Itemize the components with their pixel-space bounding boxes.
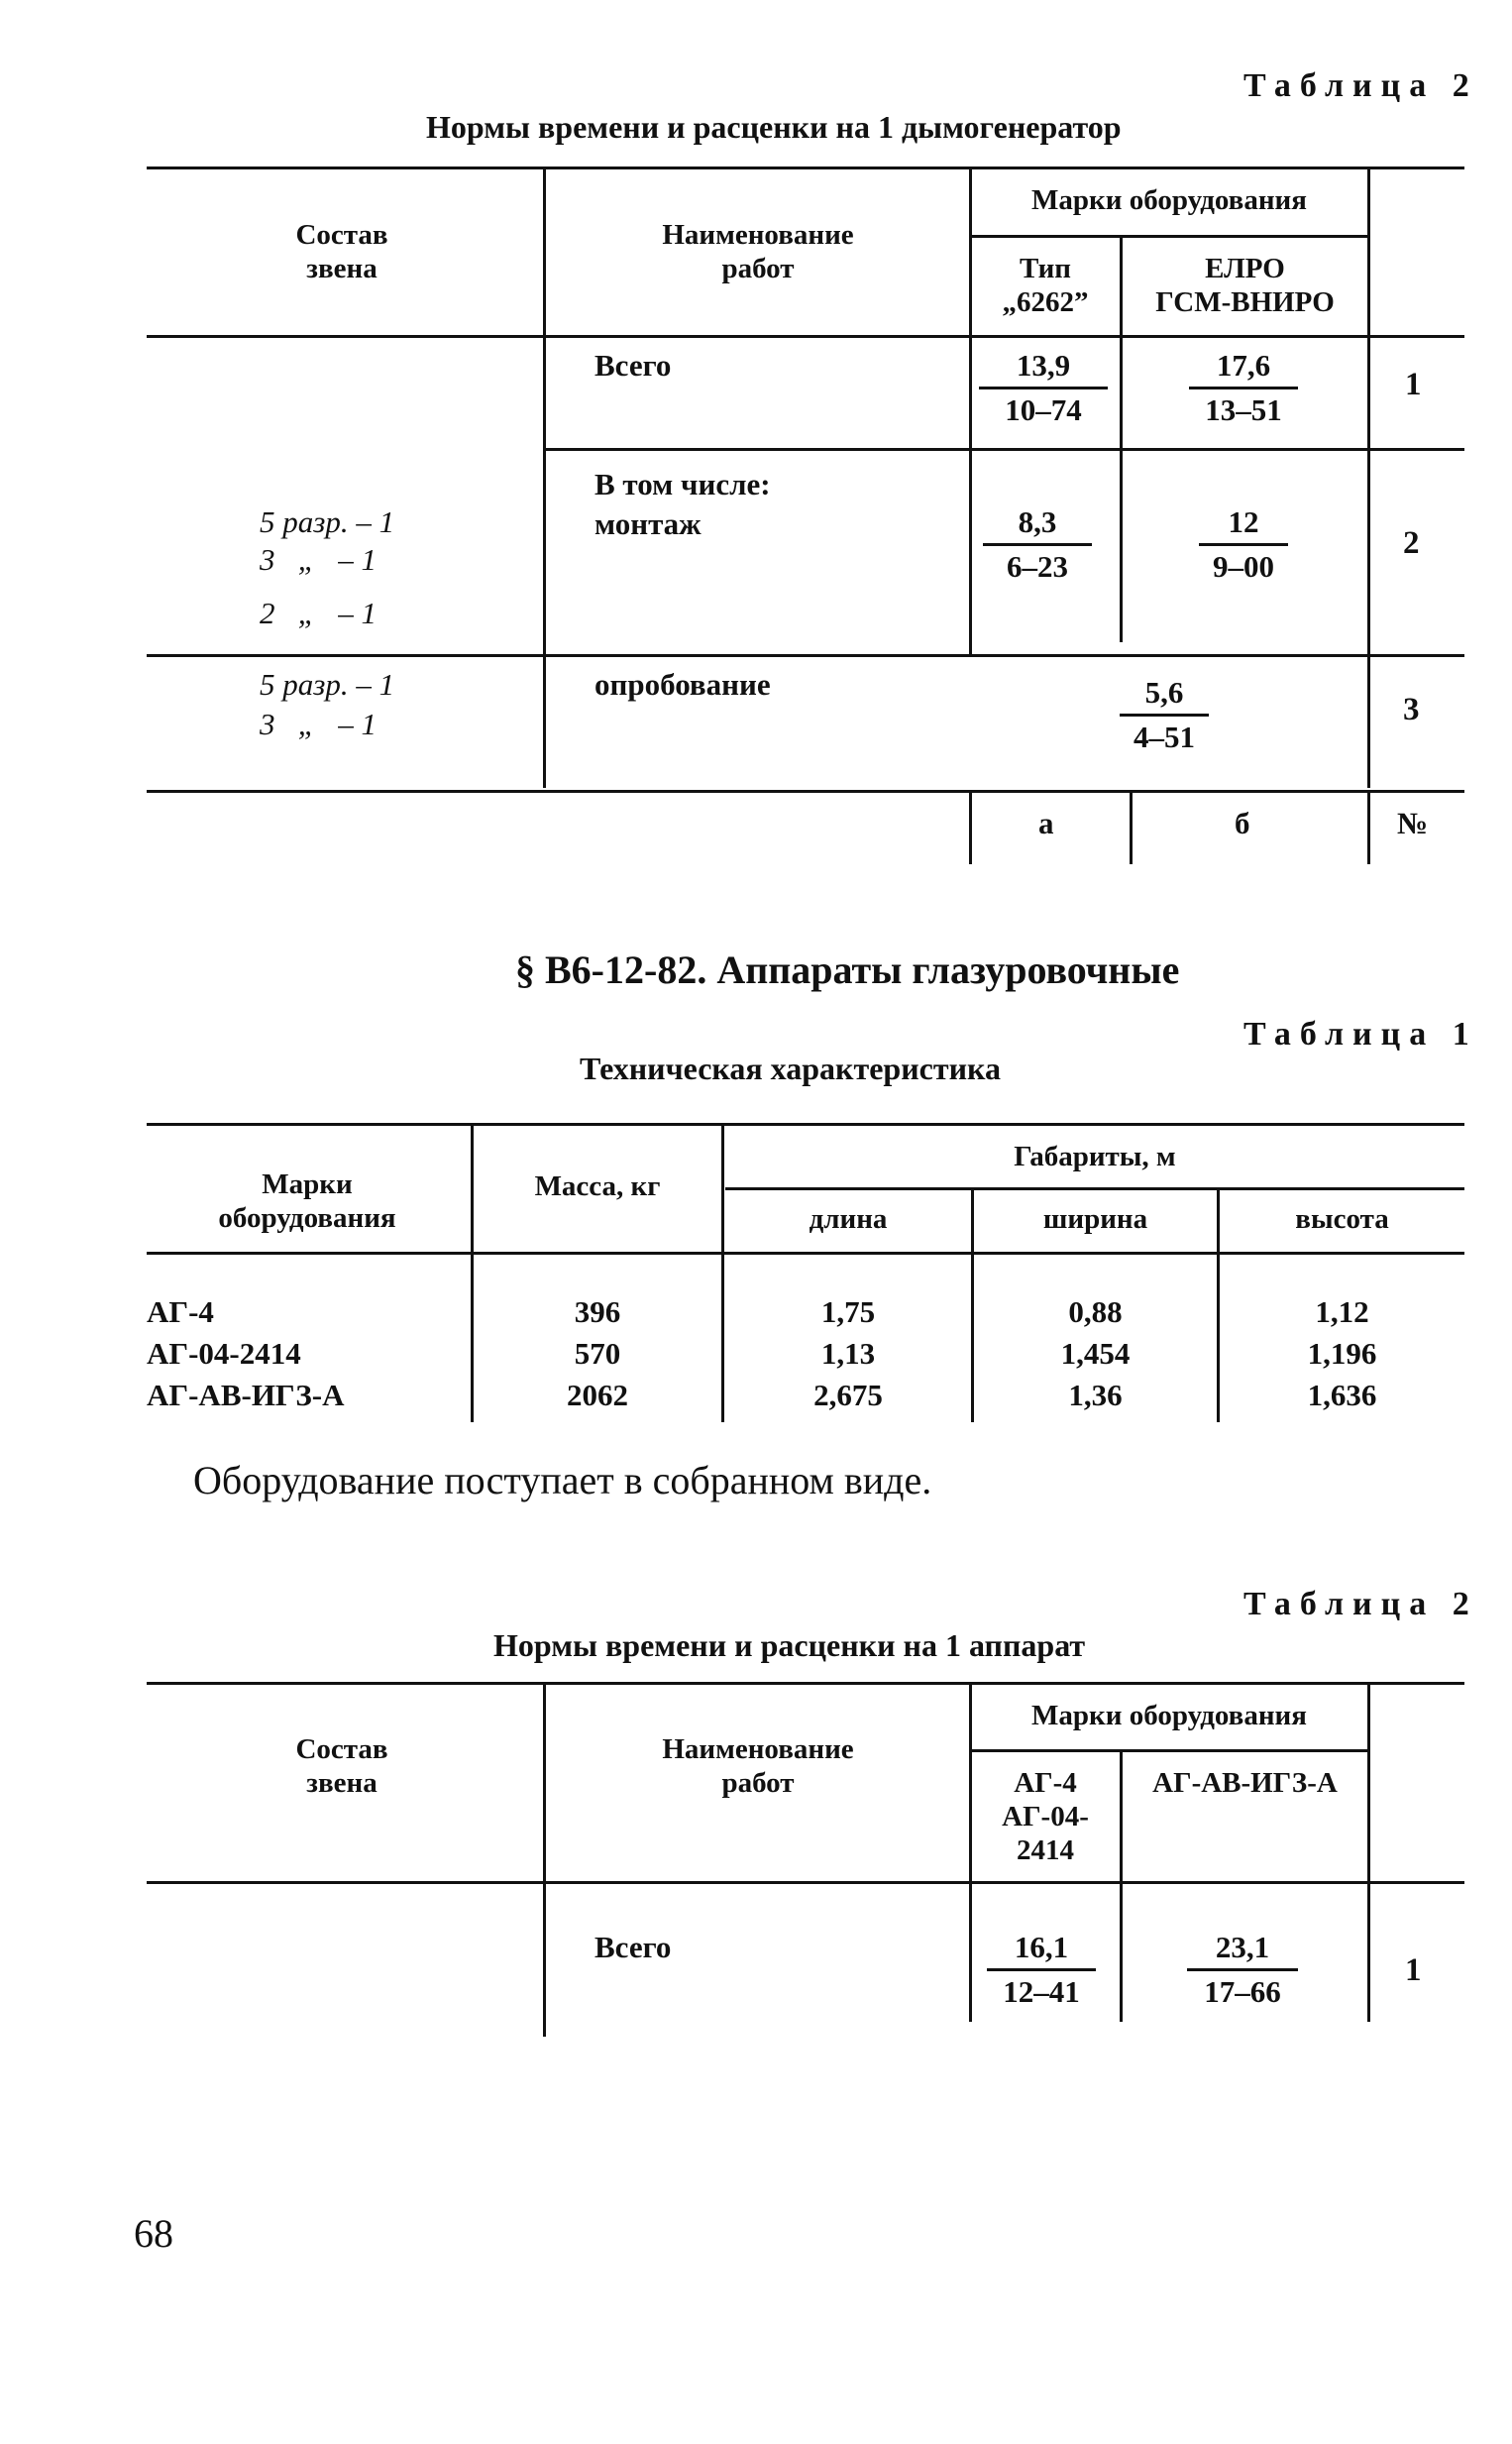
header-dims: Габариты, м (1014, 1141, 1176, 1172)
table-caption: Таблица 1 (1243, 1016, 1478, 1053)
fraction-cell: 13,9 10–74 (979, 347, 1108, 429)
row-work: опробование (594, 667, 771, 702)
row-work: Всего (594, 348, 672, 383)
row-number: 2 (1403, 525, 1420, 561)
row-work: монтаж (594, 506, 702, 541)
header-ag-av: АГ-АВ-ИГЗ-А (1152, 1767, 1338, 1799)
note-text: Оборудование поступает в собранном виде. (193, 1458, 932, 1502)
col-letter-a: а (1038, 806, 1054, 840)
fraction-cell: 8,3 6–23 (983, 503, 1092, 586)
row-number: 3 (1403, 692, 1420, 727)
fraction-cell: 12 9–00 (1199, 503, 1288, 586)
header-crew: Состав звена (295, 219, 388, 284)
fraction-cell: 23,1 17–66 (1187, 1929, 1298, 2011)
header-mass: Масса, кг (534, 1170, 661, 1202)
col-letter-b: б (1235, 806, 1250, 840)
header-crew: Состав звена (295, 1733, 388, 1799)
row-work: Всего (594, 1930, 672, 1964)
header-work: Наименование работ (662, 219, 854, 284)
col-letter-no: № (1397, 806, 1429, 840)
header-width: ширина (1042, 1203, 1148, 1235)
header-length: длина (809, 1203, 888, 1235)
crew-line: 2 „ – 1 (260, 596, 377, 630)
section-title: § В6-12-82. Аппараты глазуровочные (515, 947, 1180, 992)
row-number: 1 (1405, 367, 1422, 402)
page-number: 68 (134, 2211, 173, 2256)
header-type-6262: Тип „6262” (1002, 253, 1089, 318)
crew-line: 5 разр. – 1 (260, 667, 395, 702)
table-caption: Таблица 2 (1243, 67, 1478, 104)
crew-line: 3 „ – 1 (260, 542, 377, 577)
crew-line: 5 разр. – 1 (260, 504, 395, 539)
header-marks: Марки оборудования (218, 1168, 396, 1234)
header-ag4: АГ-4 АГ-04- 2414 (1002, 1767, 1089, 1866)
row-work: В том числе: (594, 467, 771, 501)
row-number: 1 (1405, 1952, 1422, 1988)
fraction-cell: 17,6 13–51 (1189, 347, 1298, 429)
table-caption: Таблица 2 (1243, 1586, 1478, 1622)
table-title: Техническая характеристика (580, 1051, 1001, 1086)
header-marks: Марки оборудования (1031, 184, 1307, 216)
table-title: Нормы времени и расценки на 1 аппарат (493, 1627, 1086, 1663)
header-work: Наименование работ (662, 1733, 854, 1799)
header-elro: ЕЛРО ГСМ-ВНИРО (1155, 253, 1335, 318)
table-title: Нормы времени и расценки на 1 дымогенератор (426, 109, 1122, 145)
crew-line: 3 „ – 1 (260, 707, 377, 741)
fraction-cell: 5,6 4–51 (1120, 674, 1209, 756)
header-marks: Марки оборудования (1031, 1700, 1307, 1731)
fraction-cell: 16,1 12–41 (987, 1929, 1096, 2011)
header-height: высота (1295, 1203, 1389, 1235)
